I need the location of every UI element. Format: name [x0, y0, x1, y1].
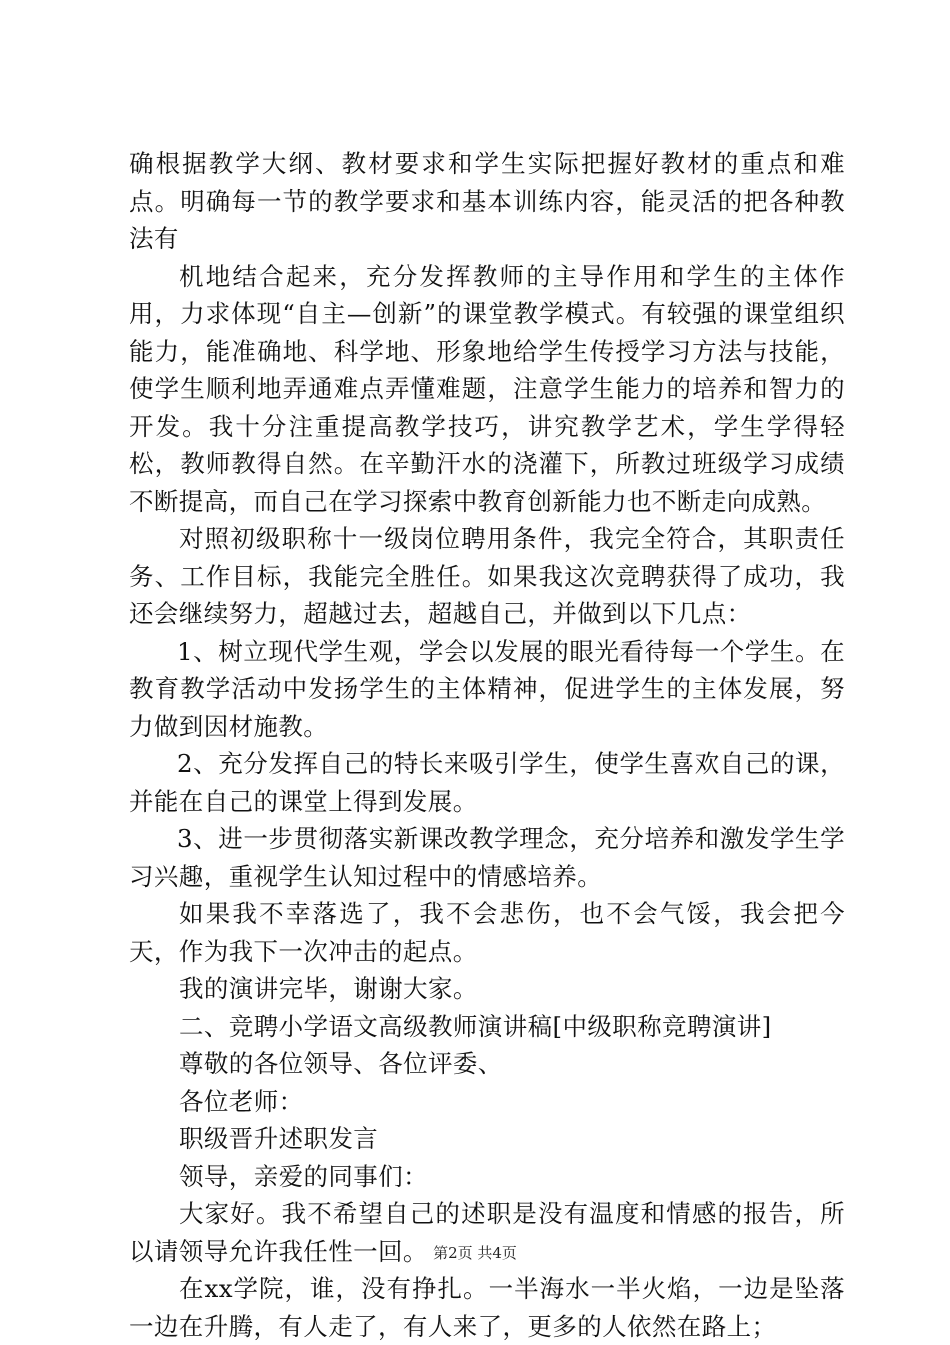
salutation-leaders: 尊敬的各位领导、各位评委、	[179, 1049, 503, 1078]
paragraph-college: 在xx学院，谁，没有挣扎。一半海水一半火焰，一边是坠落一边在升腾，有人走了，有人来了，更多的人依然在路上；	[129, 1274, 845, 1341]
paragraph-closing: 我的演讲完毕，谢谢大家。	[179, 974, 478, 1003]
paragraph-point-1: 1、树立现代学生观，学会以发展的眼光看待每一个学生。在教育教学活动中发扬学生的主体精神，促进学生的主体发展，努力做到因材施教。	[129, 636, 845, 741]
salutation-teachers: 各位老师：	[179, 1086, 304, 1116]
paragraph-qualification: 对照初级职称十一级岗位聘用条件，我完全符合，其职责任务、工作目标，我能完全胜任。如果我这次竞聘获得了成功，我还会继续努力，超越过去，超越自己，并做到以下几点：	[129, 524, 845, 628]
paragraph-greeting: 大家好。我不希望自己的述职是没有温度和情感的报告，所以请领导允许我任性一回。	[129, 1199, 845, 1266]
paragraph-point-2: 2、充分发挥自己的特长来吸引学生，使学生喜欢自己的课，并能在自己的课堂上得到发展。	[129, 749, 845, 816]
paragraph-teaching-plan: 确根据教学大纲、教材要求和学生实际把握好教材的重点和难点。明确每一节的教学要求和基本训练内容，能灵活的把各种教法有	[129, 149, 845, 253]
salutation-colleagues: 领导，亲爱的同事们：	[179, 1161, 428, 1191]
section-heading: 二、竞聘小学语文高级教师演讲稿[中级职称竞聘演讲]	[179, 1011, 772, 1041]
paragraph-if-not-selected: 如果我不幸落选了，我不会悲伤，也不会气馁，我会把今天，作为我下一次冲击的起点。	[129, 899, 845, 966]
paragraph-point-3: 3、进一步贯彻落实新课改教学理念，充分培养和激发学生学习兴趣，重视学生认知过程中的情感培养。	[129, 824, 845, 891]
page-number-footer: 第2页 共4页	[433, 1244, 517, 1262]
paragraph-teaching-method: 机地结合起来，充分发挥教师的主导作用和学生的主体作用，力求体现“自主—创新”的课堂教学模式。有较强的课堂组织能力，能准确地、科学地、形象地给学生传授学习方法与技能，使学生顺利地弄通难点弄懂难题，注意学生能力的培养和智力的开发。我十分注重提高教学技巧，讲究教学艺术，学生学得轻松，教师教得自然。在辛勤汗水的浇灌下，所教过班级学习成绩不断提高，而自己在学习探索中教育创新能力也不断走向成熟。	[129, 261, 845, 516]
document-body	[129, 145, 845, 1345]
speech-title: 职级晋升述职发言	[179, 1124, 379, 1153]
